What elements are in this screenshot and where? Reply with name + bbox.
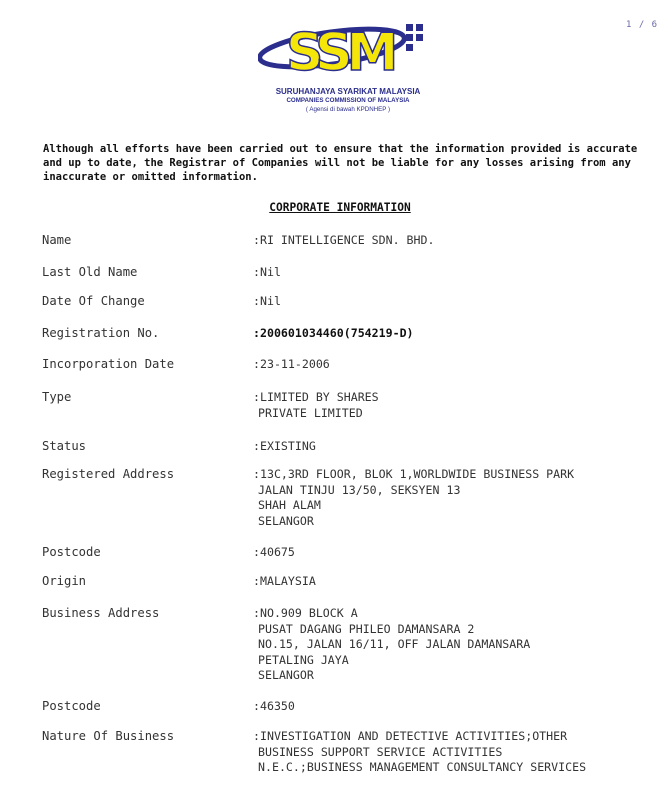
field-label: Last Old Name <box>42 265 138 279</box>
field-value: :EXISTING <box>253 439 316 453</box>
field-label: Status <box>42 439 87 453</box>
field-label: Incorporation Date <box>42 357 175 371</box>
field-label: Registered Address <box>42 467 175 481</box>
page-number: 1 / 6 <box>626 20 659 30</box>
field-value: :INVESTIGATION AND DETECTIVE ACTIVITIES;OTHER BUSINESS SUPPORT SERVICE ACTIVITIES N.E.C.;BUSINESS MANAGEMENT CONSULTANCY SERVICES <box>253 729 587 774</box>
field-value: :200601034460(754219-D) <box>253 326 414 340</box>
field-label: Nature Of Business <box>42 729 175 743</box>
field-value: :RI INTELLIGENCE SDN. BHD. <box>253 233 435 247</box>
field-value: :46350 <box>253 699 295 713</box>
field-label: Postcode <box>42 545 101 559</box>
org-name-english: COMPANIES COMMISSION OF MALAYSIA <box>286 97 410 104</box>
field-label: Type <box>42 390 72 404</box>
field-value: :LIMITED BY SHARES PRIVATE LIMITED <box>253 390 379 420</box>
field-value: :23-11-2006 <box>253 357 330 371</box>
org-agency-note: ( Agensi di bawah KPDNHEP ) <box>305 106 391 113</box>
field-value: :13C,3RD FLOOR, BLOK 1,WORLDWIDE BUSINESS PARK JALAN TINJU 13/50, SEKSYEN 13 SHAH ALAM SELANGOR <box>253 467 575 528</box>
field-value: :NO.909 BLOCK A PUSAT DAGANG PHILEO DAMANSARA 2 NO.15, JALAN 16/11, OFF JALAN DAMANSARA PETALING JAYA SELANGOR <box>253 606 531 682</box>
field-value: :Nil <box>253 265 281 279</box>
ssm-logo-graphic <box>258 18 433 90</box>
field-label: Name <box>42 233 72 247</box>
field-label: Registration No. <box>42 326 160 340</box>
field-label: Postcode <box>42 699 101 713</box>
field-label: Date Of Change <box>42 294 145 308</box>
field-label: Business Address <box>42 606 160 620</box>
org-name-malay: SURUHANJAYA SYARIKAT MALAYSIA <box>275 87 421 96</box>
field-value: :Nil <box>253 294 281 308</box>
field-value: :40675 <box>253 545 295 559</box>
section-title: CORPORATE INFORMATION <box>269 201 411 214</box>
logo-letters: SSM <box>286 23 393 83</box>
field-value: :MALAYSIA <box>253 574 316 588</box>
disclaimer: Although all efforts have been carried out to ensure that the information provided is accurate and up to date, the Registrar of Companies will not be liable for any losses arising from any inaccurate or omitted information. <box>43 143 638 183</box>
field-label: Origin <box>42 574 87 588</box>
